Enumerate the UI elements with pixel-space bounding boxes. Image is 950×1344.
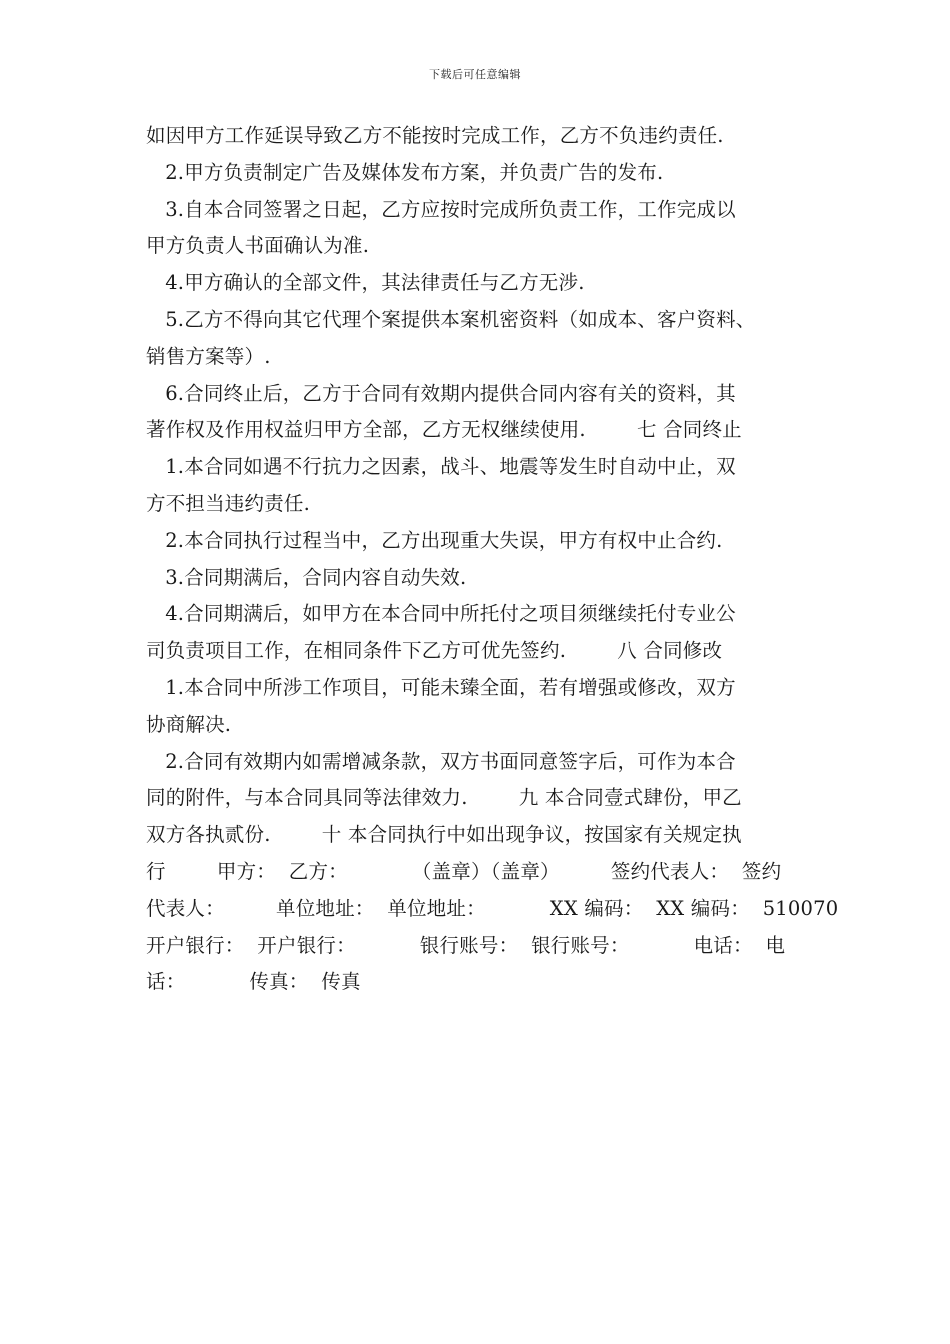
text-line: 行 甲方： 乙方： （盖章）（盖章） 签约代表人： 签约	[146, 859, 782, 883]
text-line: 3.自本合同签署之日起，乙方应按时完成所负责工作，工作完成以	[146, 197, 736, 221]
text-line: 3.合同期满后，合同内容自动失效.	[146, 565, 467, 589]
text-line: 2.本合同执行过程当中，乙方出现重大失误，甲方有权中止合约.	[146, 528, 723, 552]
text-line: 双方各执贰份. 十 本合同执行中如出现争议，按国家有关规定执	[146, 823, 742, 847]
text-line: 5.乙方不得向其它代理个案提供本案机密资料（如成本、客户资料、	[146, 307, 756, 331]
page-header: 下载后可任意编辑	[429, 68, 521, 81]
text-line: 4.合同期满后，如甲方在本合同中所托付之项目须继续托付专业公	[146, 602, 736, 626]
text-line: 2.甲方负责制定广告及媒体发布方案，并负责广告的发布.	[146, 160, 664, 184]
text-line: 6.合同终止后，乙方于合同有效期内提供合同内容有关的资料，其	[146, 381, 736, 405]
text-line: 1.本合同如遇不行抗力之因素，战斗、地震等发生时自动中止，双	[146, 455, 736, 479]
text-line: 甲方负责人书面确认为准.	[146, 234, 370, 258]
text-line: 销售方案等）.	[146, 344, 271, 368]
text-line: 同的附件，与本合同具同等法律效力. 九 本合同壹式肆份，甲乙	[146, 786, 742, 810]
text-line: 如因甲方工作延误导致乙方不能按时完成工作，乙方不负违约责任.	[146, 124, 724, 147]
text-line: 开户银行： 开户银行： 银行账号： 银行账号： 电话： 电	[146, 933, 786, 957]
text-line: 1.本合同中所涉工作项目，可能未臻全面，若有增强或修改，双方	[146, 675, 736, 699]
contract-body	[146, 118, 839, 1001]
text-line: 代表人： 单位地址： 单位地址： XX 编码： XX 编码： 510070	[146, 896, 839, 920]
text-line: 话： 传真： 传真	[146, 970, 361, 994]
text-line: 司负责项目工作，在相同条件下乙方可优先签约. 八 合同修改	[146, 639, 723, 663]
text-line: 方不担当违约责任.	[146, 491, 310, 515]
text-line: 协商解决.	[146, 712, 232, 736]
text-line: 著作权及作用权益归甲方全部，乙方无权继续使用. 七 合同终止	[146, 418, 742, 442]
text-line: 4.甲方确认的全部文件，其法律责任与乙方无涉.	[146, 271, 585, 295]
text-line: 2.合同有效期内如需增减条款，双方书面同意签字后，可作为本合	[146, 749, 736, 773]
